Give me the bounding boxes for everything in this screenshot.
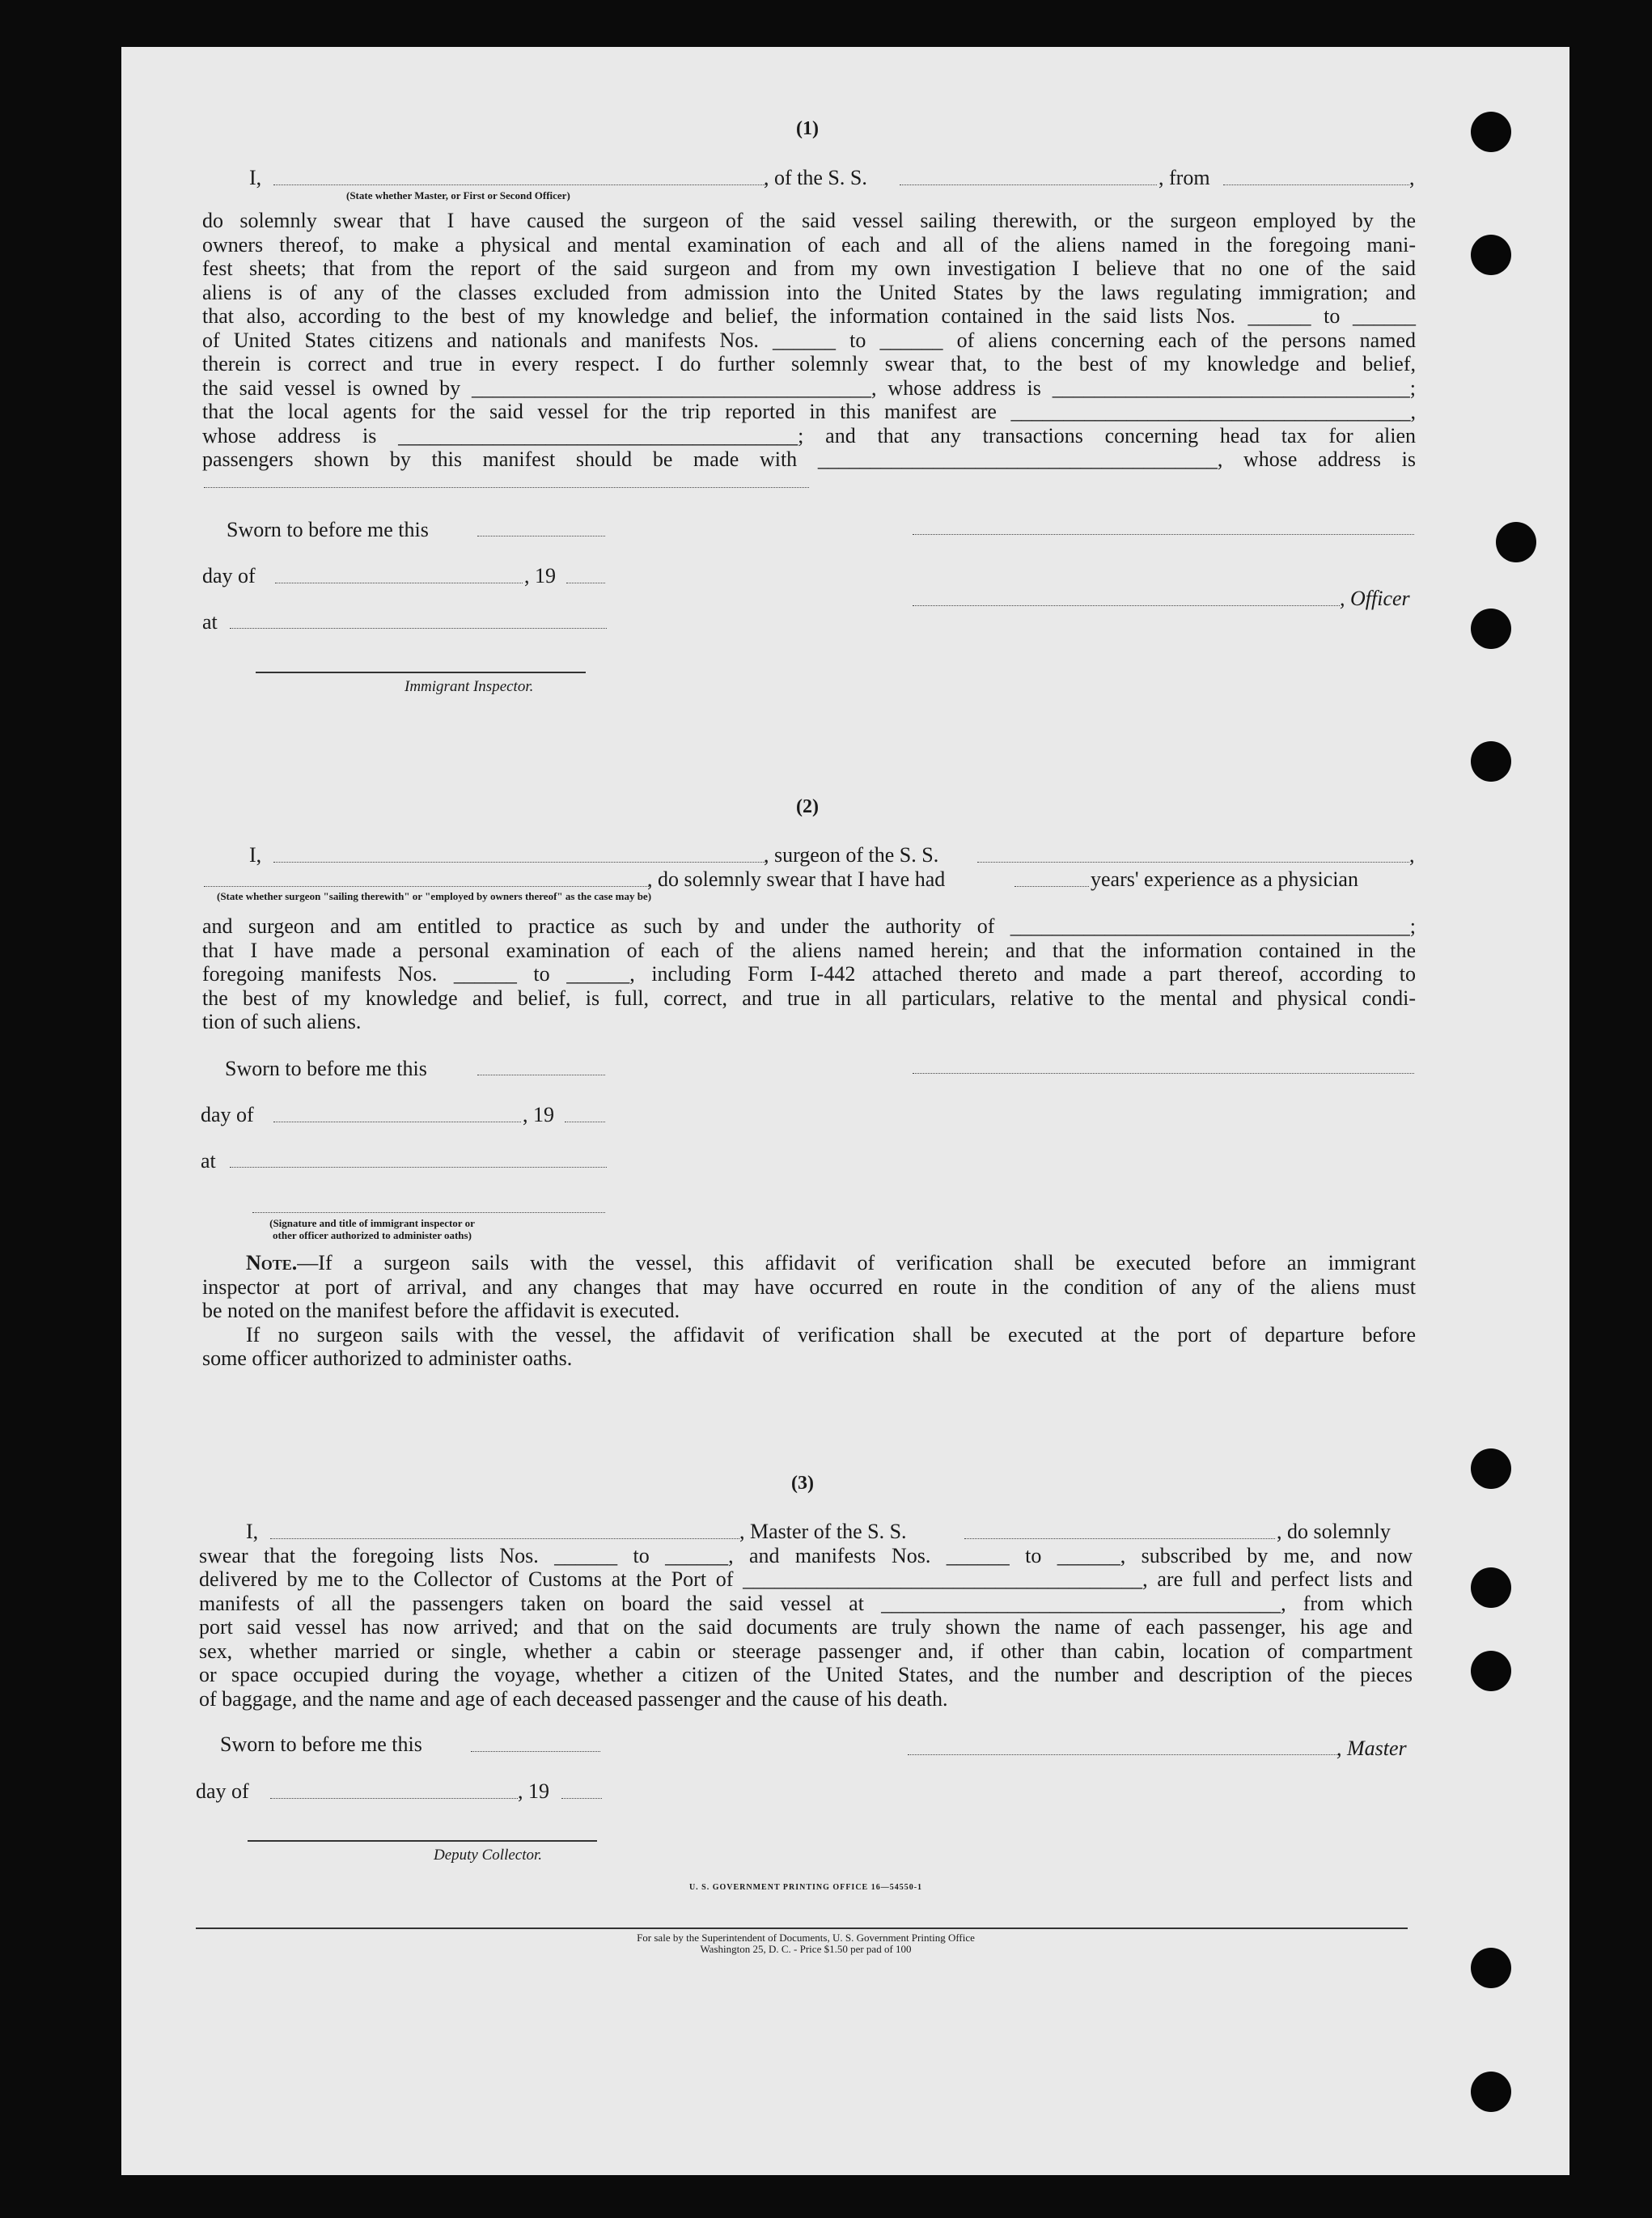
surgeon-line: tion of such aliens. — [202, 1010, 362, 1033]
punch-hole — [1471, 112, 1511, 152]
sig-line[interactable] — [252, 1212, 605, 1213]
oath-line: of United States citizens and nationals and manifests Nos. ______ to ______ of aliens concerning each of the persons named — [202, 328, 1416, 352]
officer-name-field[interactable] — [273, 184, 765, 185]
note-line: inspector at port of arrival, and any changes that may have occurred en route in the condition of any of the aliens must — [202, 1274, 1416, 1299]
of-ss-label: , of the S. S. — [764, 166, 867, 189]
sworn-label: Sworn to before me this — [227, 518, 429, 541]
note-line: If no surgeon sails with the vessel, the affidavit of verification shall be executed at the port of departure before — [246, 1322, 1416, 1346]
note-line: be noted on the manifest before the affidavit is executed. — [202, 1299, 680, 1322]
section-2-i: I, — [249, 843, 262, 867]
comma: , — [1409, 843, 1415, 867]
at-field[interactable] — [230, 628, 607, 629]
surgeon-ship-field[interactable] — [977, 862, 1409, 863]
inspector-label: Immigrant Inspector. — [405, 678, 534, 695]
sale-line-2: Washington 25, D. C. - Price $1.50 per pad of 100 — [700, 1943, 912, 1955]
deputy-signature-line[interactable] — [248, 1840, 597, 1842]
years-field[interactable] — [1014, 886, 1089, 887]
master-line: swear that the foregoing lists Nos. ______ to ______, and manifests Nos. ______ to ______, subscribed by me, and now — [199, 1543, 1413, 1567]
year-label: , 19 — [518, 1779, 549, 1803]
punch-hole — [1471, 235, 1511, 275]
note-line: —If a surgeon sails with the vessel, this affidavit of verification shall be executed before an immigrant — [297, 1251, 1416, 1274]
master-label: , Master — [1336, 1737, 1407, 1760]
sworn-date-field[interactable] — [471, 1751, 600, 1752]
master-line: sex, whether married or single, whether a cabin or steerage passenger and, if other than cabin, location of compartment — [199, 1639, 1413, 1663]
master-ship-field[interactable] — [964, 1538, 1275, 1539]
at-label: at — [202, 610, 218, 634]
surgeon-line: and surgeon and am entitled to practice as such by and under the authority of ______________________________________; — [202, 914, 1416, 938]
year-label: , 19 — [523, 1103, 554, 1126]
oath-line: fest sheets; that from the report of the said surgeon and from my own investigation I believe that no one of the said — [202, 257, 1416, 280]
oath-line: whose address is ______________________________________; and that any transactions concerning head tax for alien — [202, 423, 1416, 447]
years-label: years' experience as a physician — [1091, 867, 1358, 891]
master-officer-note: (State whether Master, or First or Second Officer) — [346, 189, 570, 201]
surgeon-signature-line[interactable] — [913, 1073, 1414, 1074]
oath-line: do solemnly swear that I have caused the surgeon of the said vessel sailing therewith, or the surgeon employed by the — [202, 209, 1416, 232]
surgeon-line: that I have made a personal examination of each of the aliens named herein; and that the information contained in the — [202, 938, 1416, 962]
punch-hole — [1471, 1448, 1511, 1489]
master-of-label: , Master of the S. S. — [739, 1520, 907, 1543]
footer-rule — [196, 1927, 1408, 1929]
swear-label: , do solemnly swear that I have had — [647, 867, 946, 891]
day-of-label: day of — [202, 564, 256, 587]
master-line: port said vessel has now arrived; and that on the said documents are truly shown the name of each passenger, his age and — [199, 1615, 1413, 1639]
punch-hole — [1471, 2072, 1511, 2112]
day-of-label: day of — [201, 1103, 254, 1126]
ship-name-field[interactable] — [900, 184, 1157, 185]
officer-signature-line[interactable] — [913, 534, 1414, 535]
oath-line: owners thereof, to make a physical and mental examination of each and all of the aliens named in the foregoing mani- — [202, 232, 1416, 257]
officer-label: , Officer — [1340, 587, 1410, 610]
transactions-address-field[interactable] — [204, 487, 809, 488]
master-line: or space occupied during the voyage, whether a citizen of the United States, and the number and description of the pieces — [199, 1663, 1413, 1686]
surgeon-name-field[interactable] — [273, 862, 765, 863]
punch-hole — [1471, 1567, 1511, 1608]
oath-line: that also, according to the best of my knowledge and belief, the information contained in the said lists Nos. ______ to ______ — [202, 304, 1416, 328]
surgeon-line: the best of my knowledge and belief, is full, correct, and true in all particulars, relative to the mental and physical condi- — [202, 986, 1416, 1010]
master-name-field[interactable] — [270, 1538, 739, 1539]
oath-line: the said vessel is owned by ______________________________________, whose address is __________________________________; — [202, 375, 1416, 400]
note-paragraph — [202, 1251, 1416, 1371]
section-3-number: (3) — [791, 1473, 814, 1494]
section-2-number: (2) — [796, 796, 819, 817]
from-field[interactable] — [1223, 184, 1409, 185]
surgeon-of-label: , surgeon of the S. S. — [764, 843, 939, 867]
sale-line-1: For sale by the Superintendent of Documents, U. S. Government Printing Office — [637, 1932, 975, 1944]
master-line: manifests of all the passengers taken on board the said vessel at ______________________________________, from which — [199, 1591, 1413, 1615]
oath-line: therein is correct and true in every respect. I do further solemnly swear that, to the best of my knowledge and belief, — [202, 352, 1416, 375]
sworn-label: Sworn to before me this — [225, 1057, 427, 1080]
year-label: , 19 — [524, 564, 556, 587]
punch-hole — [1471, 1948, 1511, 1988]
surgeon-status-note: (State whether surgeon "sailing therewith" or "employed by owners thereof" as the case may be) — [217, 890, 652, 902]
from-label: , from — [1159, 166, 1210, 189]
comma: , — [1409, 166, 1415, 189]
note-line: some officer authorized to administer oaths. — [202, 1346, 573, 1370]
punch-hole — [1471, 741, 1511, 782]
section-1-i: I, — [249, 166, 262, 189]
oath-line: passengers shown by this manifest should be made with ______________________________________, whose address is — [202, 447, 1416, 471]
solemnly-label: , do solemnly — [1277, 1520, 1391, 1543]
month-field[interactable] — [270, 1798, 518, 1799]
oath-line: that the local agents for the said vessel for the trip reported in this manifest are ______________________________________, — [202, 400, 1416, 423]
gpo-imprint: U. S. GOVERNMENT PRINTING OFFICE 16—54550-1 — [688, 1883, 923, 1892]
master-signature-line[interactable] — [908, 1754, 1338, 1755]
day-of-label: day of — [196, 1779, 249, 1803]
punch-hole — [1496, 522, 1536, 562]
oath-line: aliens is of any of the classes excluded from admission into the United States by the laws regulating immigration; and — [202, 280, 1416, 304]
master-line: of baggage, and the name and age of each deceased passenger and the cause of his death. — [199, 1686, 948, 1711]
master-line: delivered by me to the Collector of Customs at the Port of ______________________________________, are full and perfect lists and — [199, 1567, 1413, 1591]
signature-title-note: (Signature and title of immigrant inspector or other officer authorized to administer oaths) — [269, 1217, 475, 1241]
sworn-label: Sworn to before me this — [220, 1732, 422, 1756]
section-1-number: (1) — [796, 118, 819, 139]
surgeon-status-field[interactable] — [204, 886, 649, 887]
deputy-label: Deputy Collector. — [434, 1847, 543, 1864]
year-field[interactable] — [561, 1798, 602, 1799]
note-label: Note. — [246, 1251, 298, 1274]
punch-hole — [1471, 609, 1511, 649]
surgeon-line: foregoing manifests Nos. ______ to ______, including Form I-442 attached thereto and made a part thereof, according to — [202, 962, 1416, 986]
section-3-i: I, — [246, 1520, 259, 1543]
at-label: at — [201, 1149, 216, 1173]
punch-hole — [1471, 1651, 1511, 1691]
officer-title-line[interactable] — [913, 605, 1340, 606]
at-field[interactable] — [230, 1167, 607, 1168]
inspector-signature-line[interactable] — [256, 672, 586, 673]
